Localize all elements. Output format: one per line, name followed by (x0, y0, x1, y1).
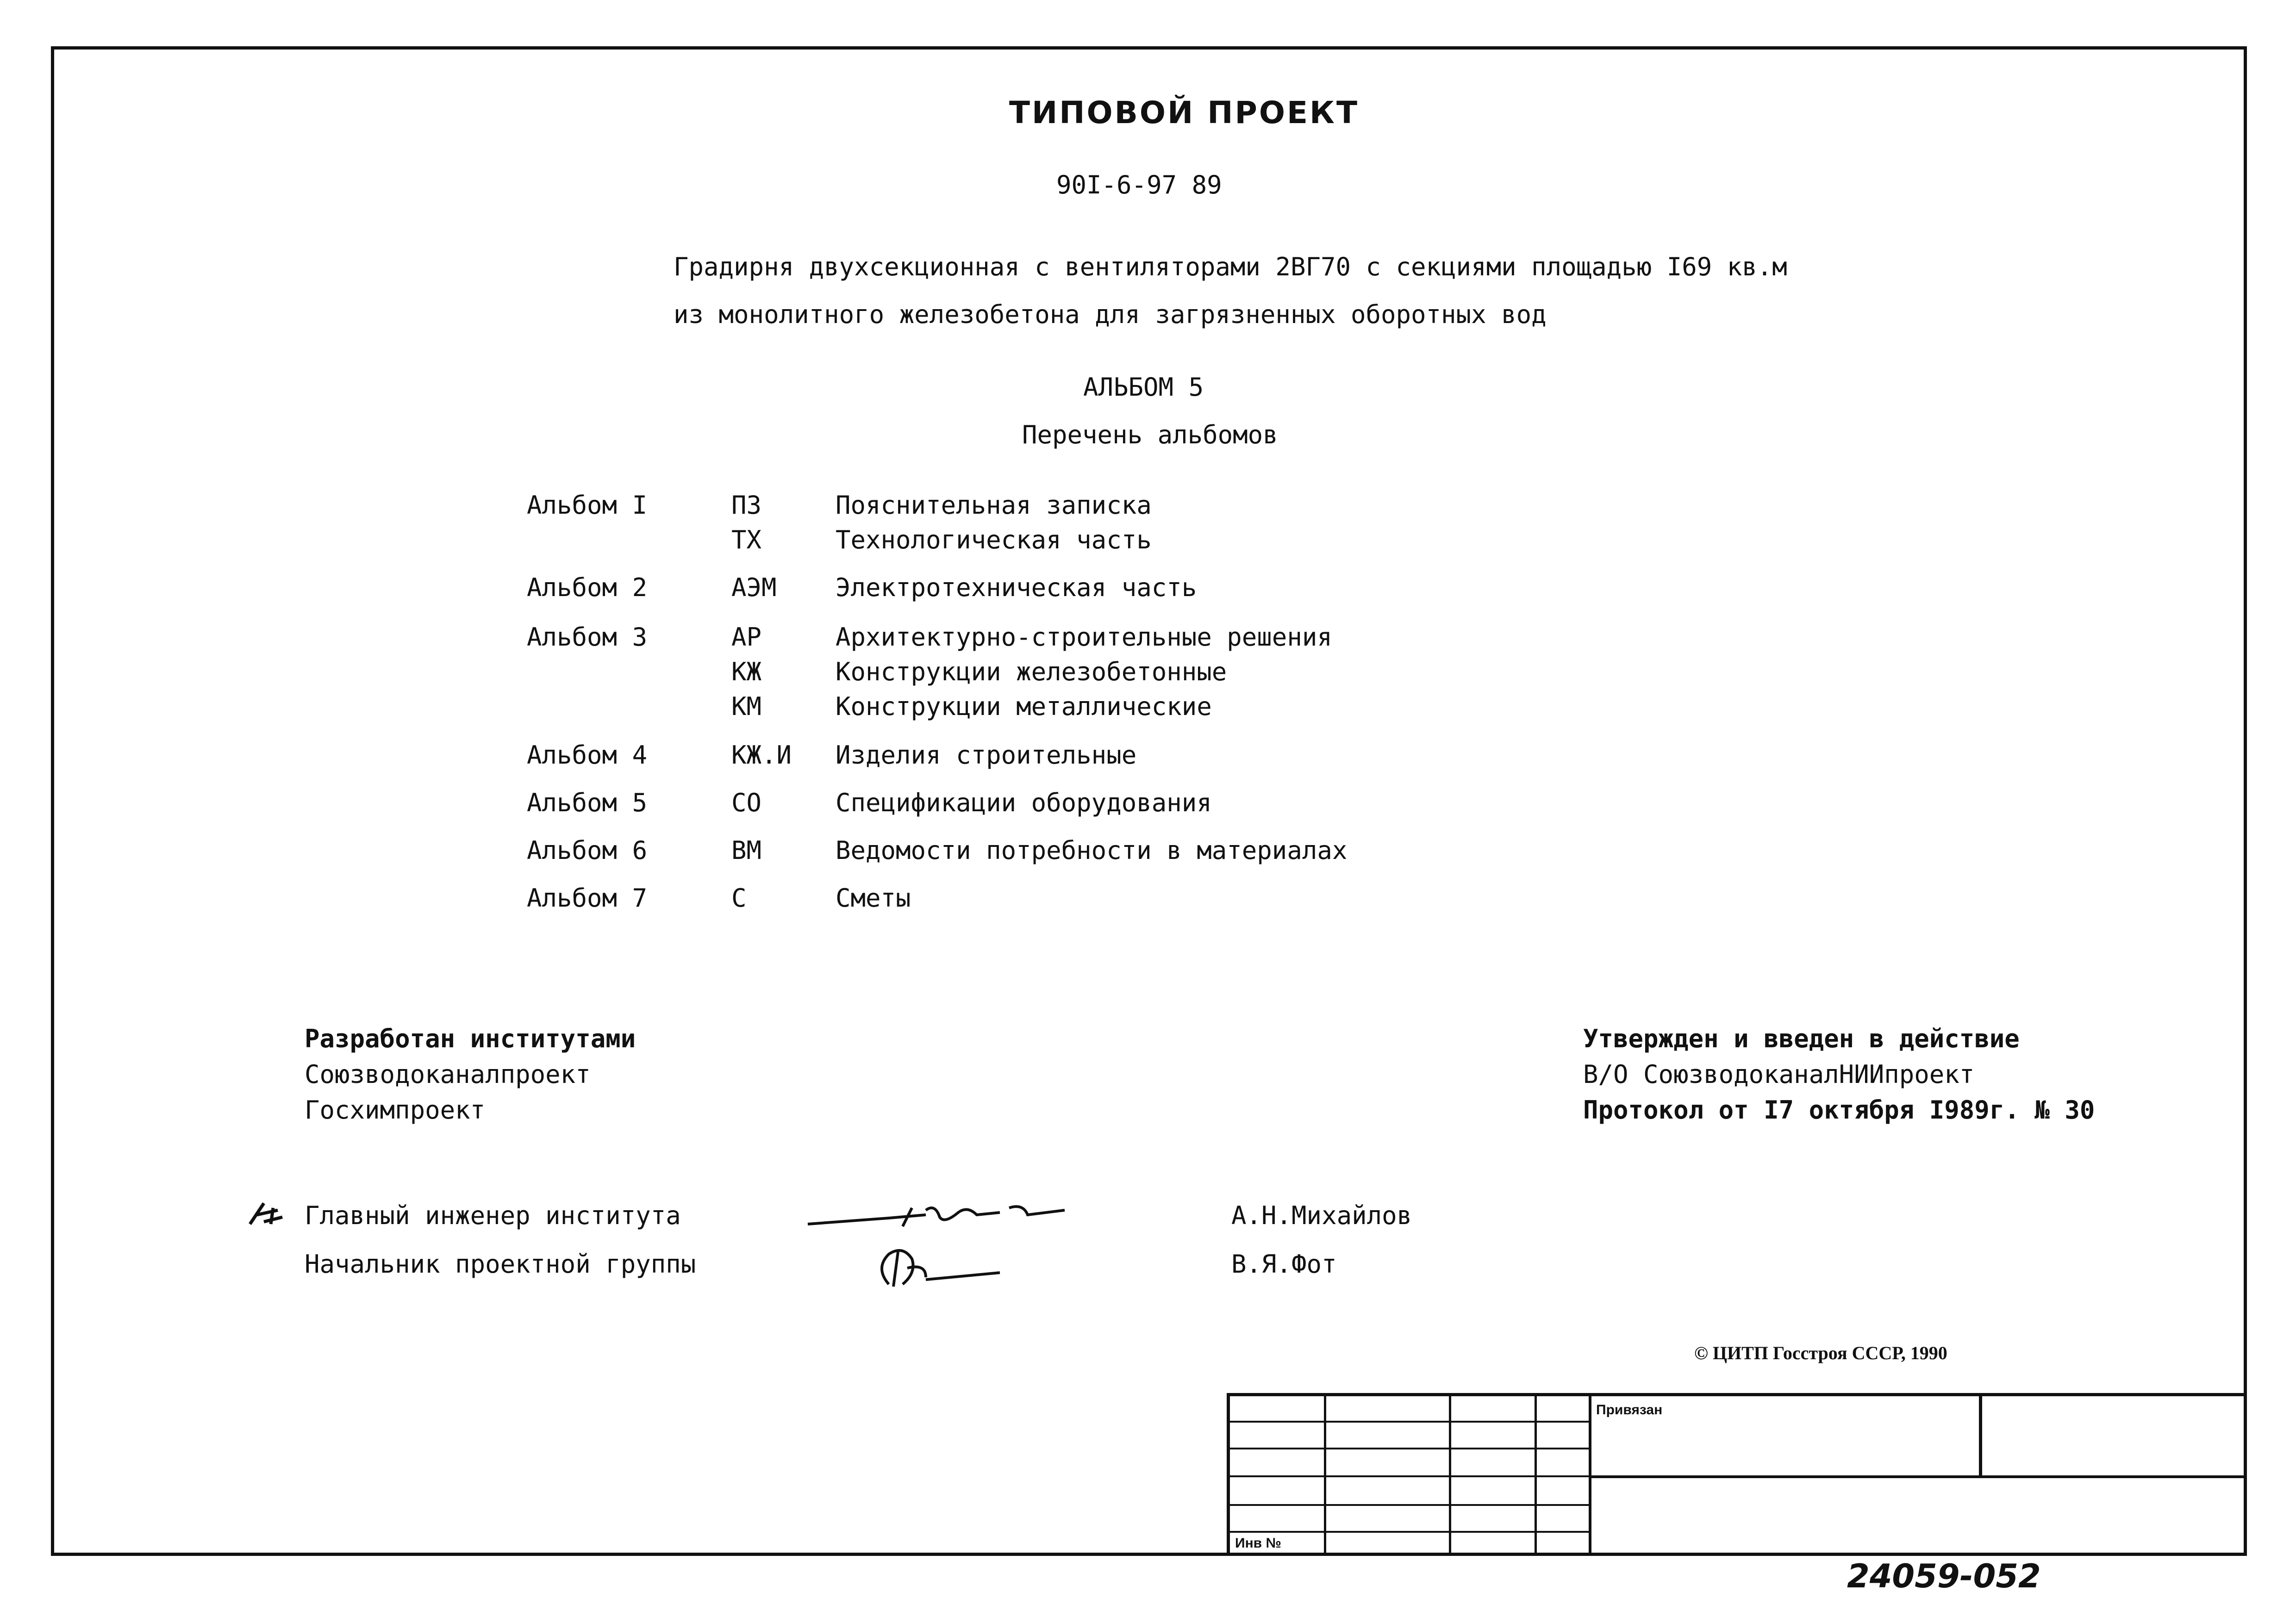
developed-by-line-1: Разработан институтами (305, 1024, 636, 1053)
album-code: ВМ (731, 836, 762, 865)
album-label: АЛЬБОМ 5 (1083, 373, 1204, 402)
copyright-notice: © ЦИТП Госстроя СССР, 1990 (1694, 1343, 1947, 1363)
album-code: КЖ.И (731, 740, 792, 770)
album-code: С (731, 883, 747, 913)
album-code: ТХ (731, 525, 762, 554)
album-name: Изделия строительные (836, 740, 1137, 770)
album-number: Альбом 6 (527, 836, 648, 865)
album-name: Конструкции железобетонные (836, 657, 1227, 686)
approved-line-3: Протокол от I7 октября I989г. № 30 (1583, 1095, 2095, 1125)
album-code: АР (731, 622, 762, 652)
album-number: Альбом 7 (527, 883, 648, 913)
album-code: АЭМ (731, 573, 777, 602)
album-list-title: Перечень альбомов (1022, 420, 1278, 449)
album-number: Альбом I (527, 491, 648, 520)
inventory-number-label: Инв № (1235, 1536, 1281, 1551)
album-number: Альбом 5 (527, 788, 648, 817)
approved-line-2: В/О СоюзводоканалНИИпроект (1583, 1060, 1975, 1089)
sheet-number: 24059-05 (1847, 1557, 2018, 1595)
developed-by-line-3: Госхимпроект (305, 1095, 486, 1125)
signatory-role: Главный инженер института (305, 1201, 681, 1230)
privyazan-label: Привязан (1596, 1402, 1663, 1418)
album-name: Ведомости потребности в материалах (836, 836, 1348, 865)
initials-mark (245, 1199, 287, 1231)
album-name: Технологическая часть (836, 525, 1152, 554)
approved-line-1: Утвержден и введен в действие (1583, 1024, 2020, 1053)
page-number: 2 (2018, 1557, 2041, 1595)
album-number: Альбом 3 (527, 622, 648, 652)
album-number: Альбом 4 (527, 740, 648, 770)
album-name: Электротехническая часть (836, 573, 1197, 602)
signatory-name: В.Я.Фот (1231, 1250, 1337, 1279)
album-code: ПЗ (731, 491, 762, 520)
album-name: Конструкции металлические (836, 692, 1212, 721)
description-line-1: Градирня двухсекционная с вентиляторами 2ВГ70 с секциями площадью I69 кв.м (674, 252, 1787, 281)
description-line-2: из монолитного железобетона для загрязненных оборотных вод (674, 300, 1547, 329)
signatory-role: Начальник проектной группы (305, 1250, 696, 1279)
developed-by-line-2: Союзводоканалпроект (305, 1060, 591, 1089)
signature-fot (870, 1240, 1009, 1296)
album-name: Сметы (836, 883, 911, 913)
project-number: 90I-6-97 89 (1056, 170, 1222, 199)
album-code: КЖ (731, 657, 762, 686)
album-name: Архитектурно-строительные решения (836, 622, 1332, 652)
album-code: СО (731, 788, 762, 817)
album-name: Пояснительная записка (836, 491, 1152, 520)
page-title: ТИПОВОЙ ПРОЕКТ (1009, 95, 1359, 131)
album-code: КМ (731, 692, 762, 721)
signatory-name: А.Н.Михайлов (1231, 1201, 1412, 1230)
album-name: Спецификации оборудования (836, 788, 1212, 817)
album-number: Альбом 2 (527, 573, 648, 602)
signature-mikhailov (805, 1189, 1083, 1236)
